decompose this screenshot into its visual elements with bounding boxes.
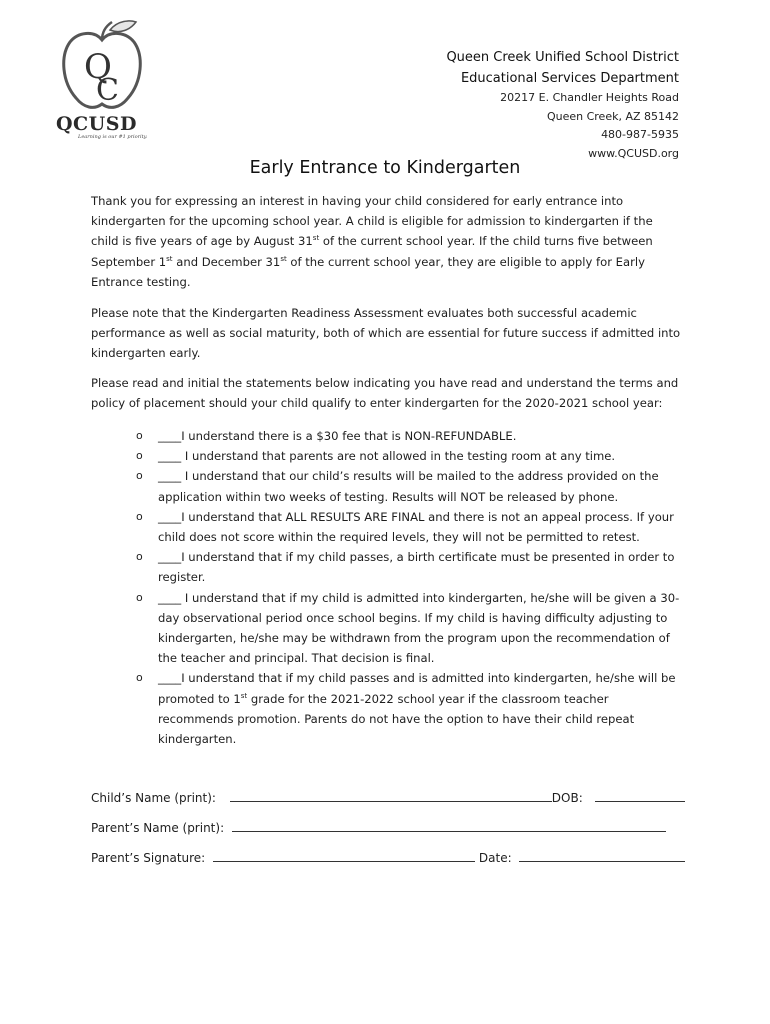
bullet-icon: o — [136, 550, 143, 564]
website-link[interactable]: www.QCUSD.org — [588, 146, 679, 160]
apple-logo-icon — [54, 20, 154, 120]
intro-paragraph: Thank you for expressing an interest in having your child considered for early entrance into kindergarten for the upcoming school year. A child is eligible for admission to kindergarten if the child is five years of age by August 31st of the current school year. If the child turns five between September 1st and December 31st of the current school year, they are eligible to apply for Early Entrance testing. — [91, 194, 653, 289]
statements-list — [136, 426, 686, 749]
list-item[interactable]: o ____I understand that if my child passes, a birth certificate must be presented in order to register. — [136, 547, 686, 587]
list-item[interactable]: o ____I understand that ALL RESULTS ARE FINAL and there is not an appeal process. If your child does not score within the required levels, they will not be permitted to retest. — [136, 507, 686, 547]
logo-abbrev: QCUSD — [56, 113, 137, 135]
bullet-icon: o — [136, 671, 143, 685]
child-name-field[interactable] — [230, 789, 552, 802]
bullet-icon: o — [136, 429, 143, 442]
district-header — [446, 47, 679, 163]
assessment-paragraph: Please note that the Kindergarten Readiness Assessment evaluates both successful academic performance as well as social maturity, both of which are essential for future success if admitted into kindergarten early. — [91, 306, 681, 361]
parent-name-field[interactable] — [232, 819, 666, 832]
bullet-icon: o — [136, 469, 143, 483]
department-name: Educational Services Department — [460, 71, 679, 86]
child-name-row — [91, 788, 685, 808]
page-title: Early Entrance to Kindergarten — [249, 158, 521, 178]
bullet-icon: o — [136, 449, 143, 463]
instructions-paragraph: Please read and initial the statements below indicating you have read and understand the terms and policy of placement should your child qualify to enter kindergarten for the 2020-2021 school year: — [91, 376, 679, 411]
qcusd-logo — [54, 20, 154, 148]
dob-label: DOB: — [551, 791, 583, 805]
list-item[interactable]: o ____ I understand that parents are not allowed in the testing room at any time. — [136, 446, 686, 466]
bullet-icon: o — [136, 509, 143, 523]
address-line-1: 20217 E. Chandler Heights Road — [500, 91, 679, 104]
signature-label: Parent’s Signature: — [91, 851, 206, 865]
date-label: Date: — [478, 851, 512, 865]
address-line-2: Queen Creek, AZ 85142 — [546, 109, 679, 123]
parent-name-row — [91, 818, 666, 838]
phone-number: 480-987-5935 — [601, 128, 679, 141]
logo-tagline: Learning is our #1 priority. — [78, 134, 148, 140]
list-item[interactable]: o ____I understand that if my child passes and is admitted into kindergarten, he/she will be promoted to 1st grade for the 2021-2022 school year if the classroom teacher recommends promotion. Parents do not have the option to have their child repeat kindergarten. — [136, 668, 686, 749]
signature-row — [91, 848, 685, 868]
signature-field[interactable] — [213, 849, 475, 862]
list-item[interactable]: o ____ I understand that our child’s results will be mailed to the address provided on the application within two weeks of testing. Results will NOT be released by phone. — [136, 466, 686, 506]
bullet-icon: o — [136, 590, 143, 604]
svg-text:C: C — [96, 73, 119, 108]
dob-field[interactable] — [595, 789, 685, 802]
svg-text:Q: Q — [84, 47, 112, 87]
list-item[interactable]: o ____I understand there is a $30 fee that is NON-REFUNDABLE. — [136, 426, 686, 446]
district-name: Queen Creek Unified School District — [446, 50, 679, 65]
list-item[interactable]: o ____ I understand that if my child is admitted into kindergarten, he/she will be given a 30-day observational period once school begins. If my child is having difficulty adjusting to kindergarten, he/she may be withdrawn from the program upon the recommendation of the teacher and principal. That decision is final. — [136, 588, 686, 669]
child-name-label: Child’s Name (print): — [91, 791, 216, 805]
date-field[interactable] — [519, 849, 685, 862]
parent-name-label: Parent’s Name (print): — [91, 821, 225, 835]
